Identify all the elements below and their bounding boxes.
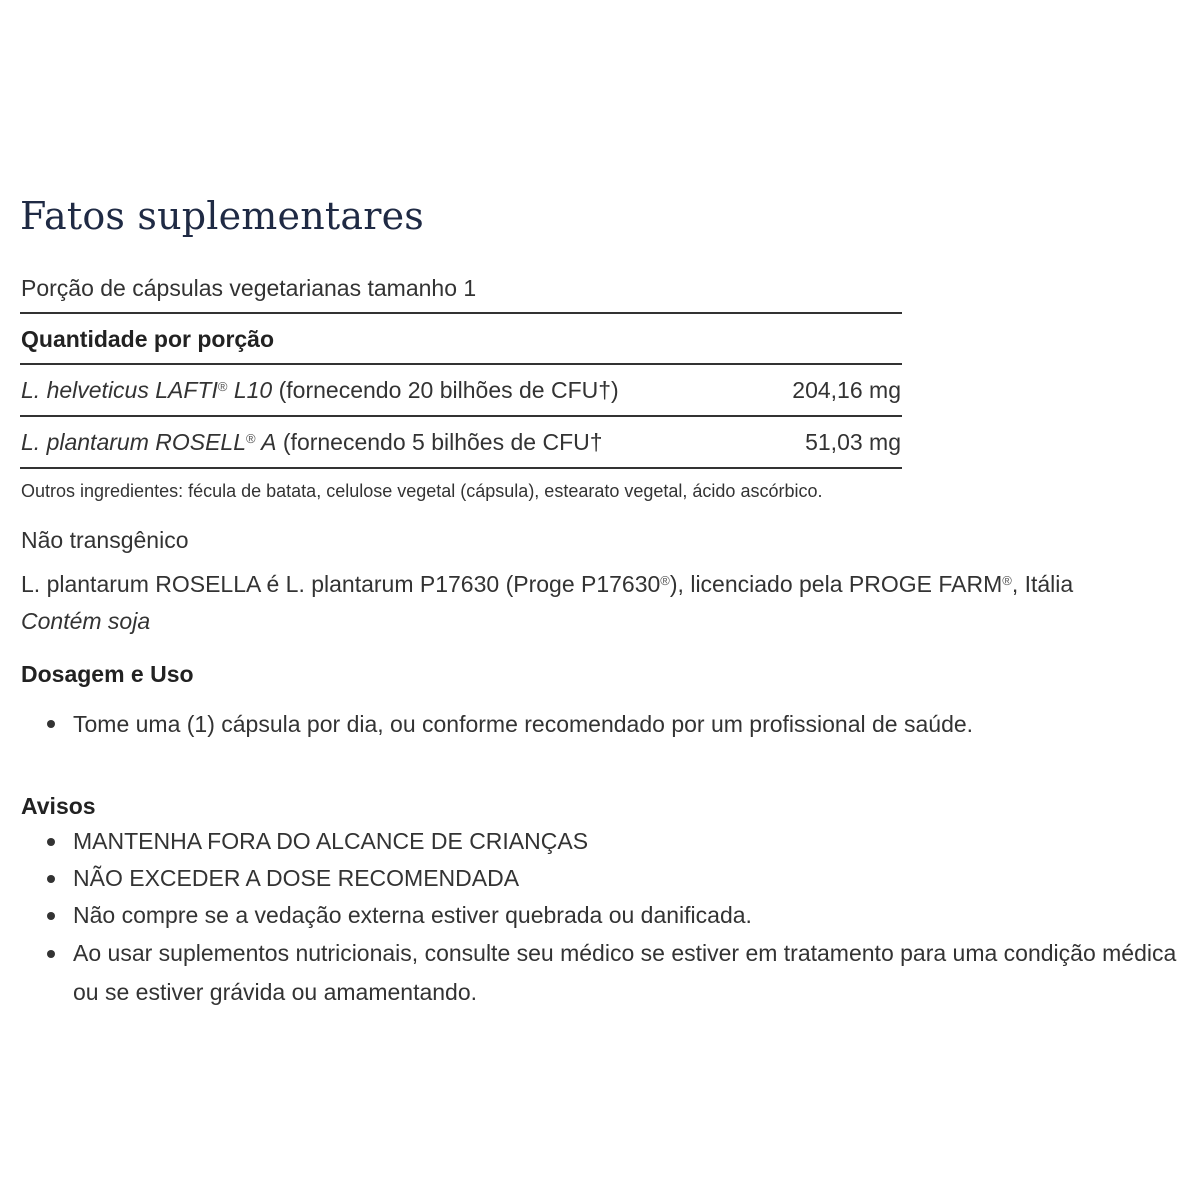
registered-mark: ® bbox=[246, 431, 256, 446]
license-note-text: L. plantarum ROSELLA é L. plantarum P17630 (Proge P17630 bbox=[21, 571, 661, 597]
ingredient-name-italic-suffix: L10 bbox=[227, 377, 273, 403]
page-title: Fatos suplementares bbox=[20, 194, 424, 238]
facts-row-helveticus bbox=[20, 365, 902, 417]
ingredient-amount: 51,03 mg bbox=[805, 429, 901, 455]
dosage-heading: Dosagem e Uso bbox=[21, 661, 194, 687]
serving-size: Porção de cápsulas vegetarianas tamanho 1 bbox=[21, 275, 477, 301]
ingredient-name-italic-suffix: A bbox=[255, 429, 277, 455]
allergen-statement: Contém soja bbox=[21, 608, 151, 634]
ingredient-name bbox=[21, 365, 619, 415]
dosage-list bbox=[20, 708, 1190, 740]
other-ingredients: Outros ingredientes: fécula de batata, celulose vegetal (cápsula), estearato vegetal, ácido ascórbico. bbox=[21, 481, 823, 501]
ingredient-description: (fornecendo 20 bilhões de CFU†) bbox=[272, 377, 619, 403]
list-item bbox=[20, 934, 1190, 1012]
license-note-text: , Itália bbox=[1011, 571, 1074, 597]
facts-row-plantarum bbox=[20, 417, 902, 469]
bullet-icon bbox=[47, 912, 55, 920]
ingredient-amount: 204,16 mg bbox=[792, 377, 901, 403]
list-item-text: MANTENHA FORA DO ALCANCE DE CRIANÇAS bbox=[73, 828, 589, 854]
ingredient-name-italic: L. helveticus LAFTI bbox=[21, 377, 218, 403]
registered-mark: ® bbox=[660, 573, 670, 588]
bullet-icon bbox=[47, 875, 55, 883]
non-gmo-statement: Não transgênico bbox=[21, 527, 189, 553]
list-item-text: Ao usar suplementos nutricionais, consulte seu médico se estiver em tratamento para uma condição médica ou se estiver grávida ou amamentando. bbox=[73, 940, 1177, 1005]
ingredient-name-italic: L. plantarum ROSELL bbox=[21, 429, 247, 455]
license-note bbox=[21, 568, 1073, 600]
list-item-text: NÃO EXCEDER A DOSE RECOMENDADA bbox=[73, 865, 520, 891]
ingredient-name bbox=[21, 417, 603, 467]
list-item bbox=[20, 860, 1190, 897]
bullet-icon bbox=[47, 838, 55, 846]
registered-mark: ® bbox=[217, 379, 228, 394]
supplement-facts-table bbox=[20, 312, 902, 469]
registered-mark: ® bbox=[1002, 573, 1012, 588]
warnings-list bbox=[20, 823, 1190, 1012]
list-item bbox=[20, 897, 1190, 934]
list-item bbox=[20, 823, 1190, 860]
facts-table-header: Quantidade por porção bbox=[20, 314, 902, 365]
bullet-icon bbox=[47, 720, 55, 728]
bullet-icon bbox=[47, 950, 55, 958]
list-item bbox=[20, 708, 1190, 740]
list-item-text: Tome uma (1) cápsula por dia, ou conforme recomendado por um profissional de saúde. bbox=[73, 711, 974, 737]
license-note-text: ), licenciado pela PROGE FARM bbox=[669, 571, 1003, 597]
list-item-text: Não compre se a vedação externa estiver quebrada ou danificada. bbox=[73, 902, 752, 928]
ingredient-description: (fornecendo 5 bilhões de CFU† bbox=[276, 429, 603, 455]
warnings-heading: Avisos bbox=[21, 793, 96, 819]
